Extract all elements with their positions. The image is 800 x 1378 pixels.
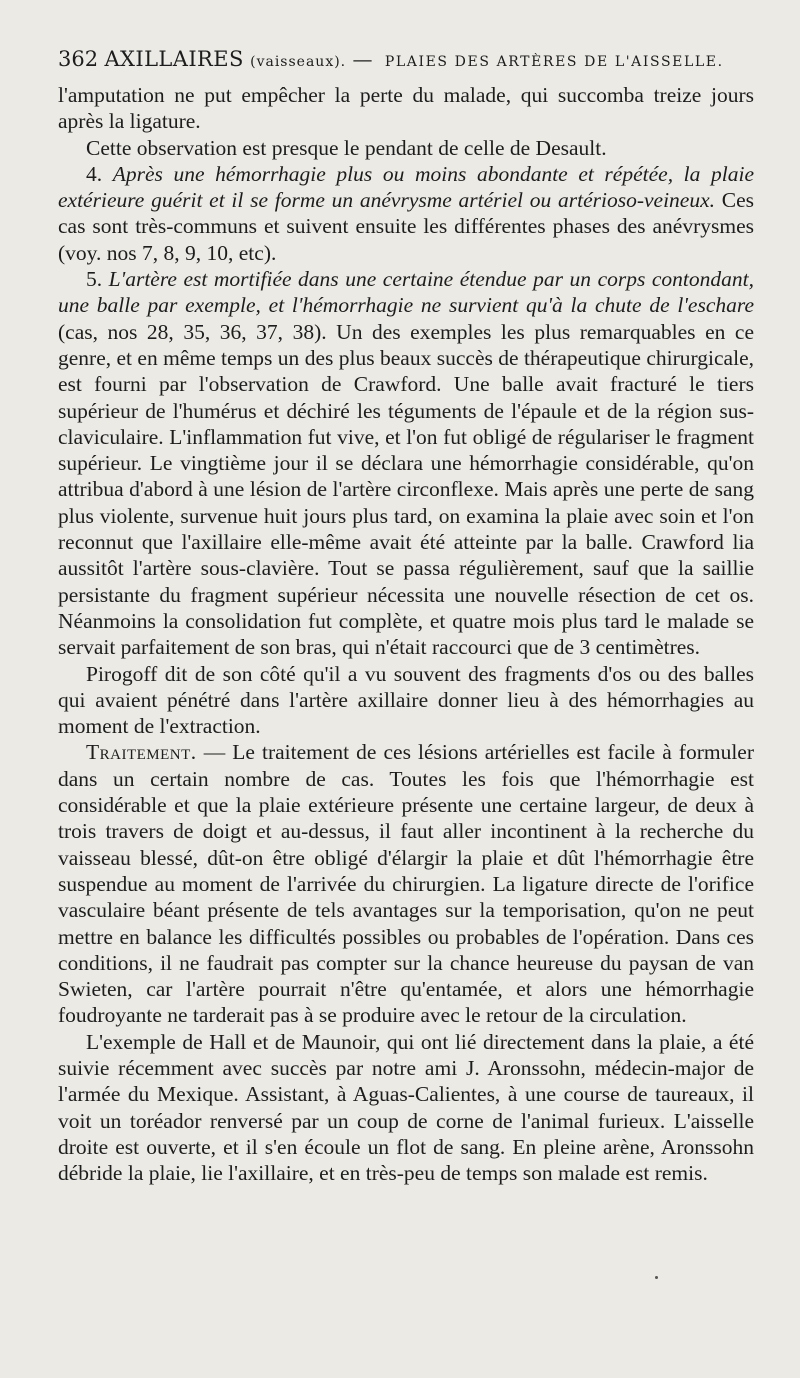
paragraph-text: L'exemple de Hall et de Maunoir, qui ont lié directement dans la plaie, a été suivie récemment avec succès par notre ami J. Aronssohn, médecin-major de l'armée du Mexique. Assistant, à Aguas-Calientes, à une course de taureaux, il voit un toréador renversé par un coup de corne de l'animal furieux. L'aisselle droite est ouverte, et il s'en écoule un flot de sang. En pleine arène, Aronssohn débride la plaie, lie l'axillaire, et en très-peu de temps son malade est remis.	[58, 1029, 754, 1186]
paragraph-number: 4.	[86, 161, 103, 186]
paragraph-6	[58, 739, 754, 1028]
paragraph-2	[58, 135, 754, 161]
paragraph-text: — Le traitement de ces lésions artérielles est facile à formuler dans un certain nombre de cas. Toutes les fois que l'hémorrhagie est considérable et que la plaie extérieure présente une certaine largeur, de deux à trois travers de doigt et au-dessus, il faut aller incontinent à la recherche du vaisseau blessé, dût-on être obligé d'élargir la plaie et dût l'hémorrhagie être suspendue au moment de l'arrivée du chirurgien. La ligature directe de l'orifice vasculaire béant présente de tels avantages sur la temporisation, qu'on ne peut mettre en balance les difficultés possibles ou probables de l'opération. Dans ces conditions, il ne faudrait pas compter sur la chance heureuse du paysan de van Swieten, car l'artère pourrait n'être qu'entamée, et alors une hémorrhagie foudroyante ne tarderait pas à se produire avec le retour de la circulation.	[58, 740, 755, 1028]
header-title: AXILLAIRES	[104, 47, 244, 71]
header-subtitle: (vaisseaux).	[250, 54, 347, 70]
print-speck	[655, 1276, 658, 1279]
paragraph-text: l'amputation ne put empêcher la perte du malade, qui succomba treize jours après la ligature.	[58, 83, 754, 134]
paragraph-text: (cas, nos 28, 35, 36, 37, 38). Un des exemples les plus remarquables en ce genre, et en même temps un des plus beaux succès de thérapeutique chirurgicale, est fourni par l'observation de Crawford. Une balle avait fracturé le tiers supérieur de l'humérus et déchiré les téguments de l'épaule et de la région sus-claviculaire. L'inflammation fut vive, et l'on fut obligé de régulariser le fragment supérieur. Le vingtième jour il se déclara une hémorrhagie considérable, qu'on attribua d'abord à une lésion de l'artère circonflexe. Mais après une perte de sang plus violente, survenue huit jours plus tard, on examina la plaie avec soin et l'on reconnut que l'axillaire elle-même avait été atteinte par la balle. Crawford lia aussitôt l'artère sous-clavière. Tout se passa régulièrement, sauf que la saillie persistante du fragment supérieur nécessita une nouvelle résection de cet os. Néanmoins la consolidation fut complète, et quatre mois plus tard le malade se servait parfaitement de son bras, qui n'était raccourci que de 3 centimètres.	[58, 319, 754, 660]
paragraph-italic: Après une hémorrhagie plus ou moins abondante et répétée, la plaie extérieure guérit et il se forme un anévrysme artériel ou artérioso-veineux.	[58, 161, 754, 213]
paragraph-text: Pirogoff dit de son côté qu'il a vu souvent des fragments d'os ou des balles qui avaient pénétré dans l'artère axillaire donner lieu à des hémorrhagies au moment de l'extraction.	[58, 661, 754, 739]
paragraph-3	[58, 161, 754, 266]
header-separator: —	[352, 47, 373, 71]
paragraph-5	[58, 661, 754, 740]
section-heading: Traitement.	[86, 740, 197, 765]
running-head: PLAIES DES ARTÈRES DE L'AISSELLE.	[384, 54, 724, 70]
paragraph-text: Cette observation est presque le pendant de celle de Desault.	[86, 135, 607, 160]
page-number: 362	[58, 47, 99, 71]
paragraph-7	[58, 1029, 754, 1187]
paragraph-number: 5.	[86, 267, 103, 292]
paragraph-text: Ces cas sont très-communs et suivent ensuite les différentes phases des anévrysmes (voy. nos 7, 8, 9, 10, etc).	[58, 188, 754, 265]
page-body	[58, 82, 754, 1186]
paragraph-4	[58, 266, 754, 660]
paragraph-1	[58, 82, 754, 135]
paragraph-italic: L'artère est mortifiée dans une certaine étendue par un corps contondant, une balle par exemple, et l'hémorrhagie ne survient qu'à la chute de l'eschare	[58, 267, 754, 318]
running-header	[58, 47, 758, 77]
